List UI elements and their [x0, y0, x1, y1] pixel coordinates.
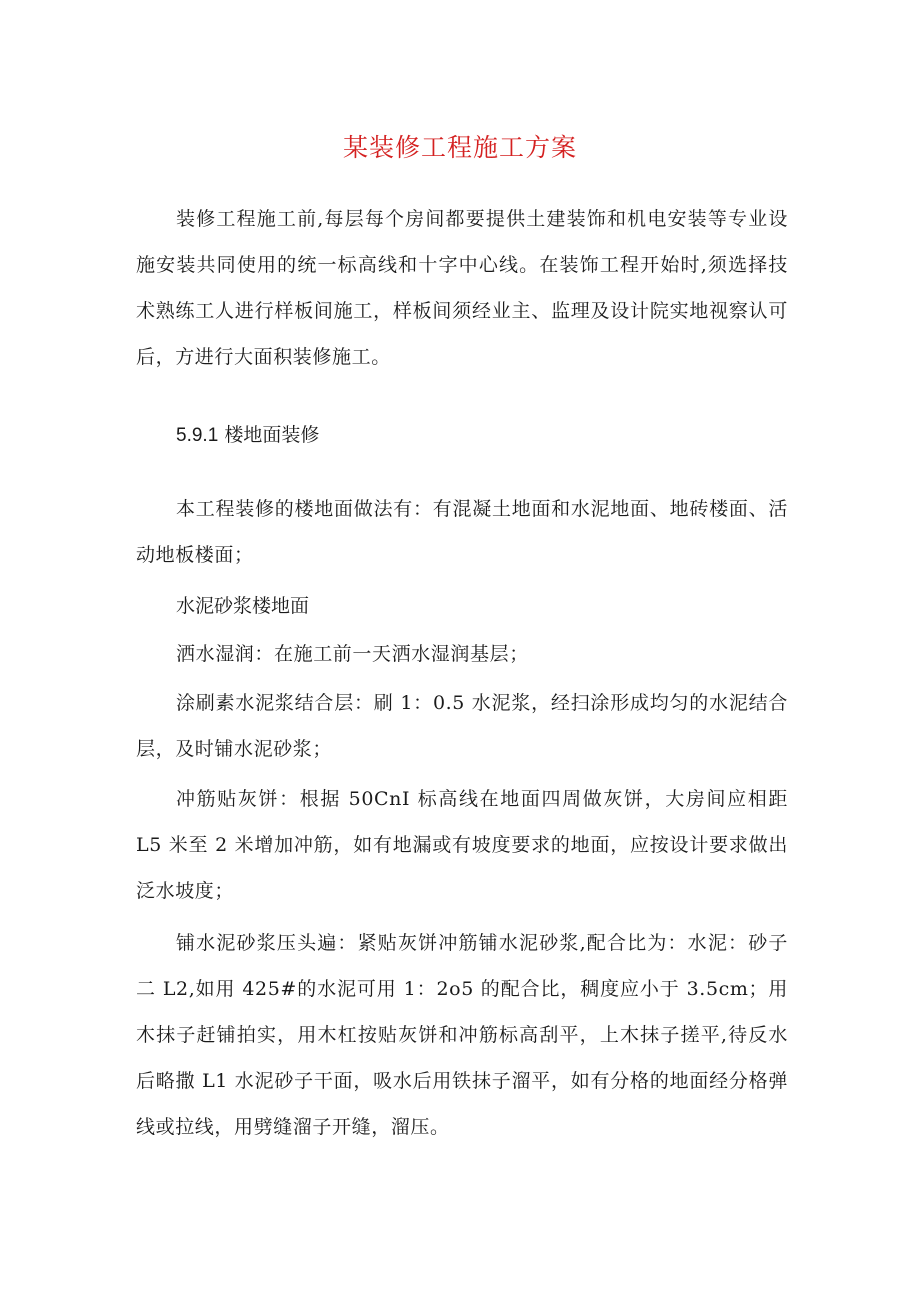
section-number: 5.9.1: [176, 425, 219, 446]
section-heading: [176, 412, 319, 459]
step-paragraph: 涂刷素水泥浆结合层：刷 1：0.5 水泥浆，经扫涂形成均匀的水泥结合层，及时铺水泥砂浆；: [136, 692, 788, 760]
step-paragraph: 洒水湿润：在施工前一天洒水湿润基层；: [176, 643, 529, 665]
intro-paragraph: 装修工程施工前,每层每个房间都要提供土建装饰和机电安装等专业设施安装共同使用的统一标高线和十字中心线。在装饰工程开始时,须选择技术熟练工人进行样板间施工，样板间须经业主、监理及设计院实地视察认可后，方进行大面积装修施工。: [136, 208, 788, 368]
step-paragraph: 冲筋贴灰饼：根据 50CnI 标高线在地面四周做灰饼，大房间应相距 L5 米至 2 米增加冲筋，如有地漏或有坡度要求的地面，应按设计要求做出泛水坡度；: [136, 788, 788, 902]
floor-methods-paragraph: 本工程装修的楼地面做法有：有混凝土地面和水泥地面、地砖楼面、活动地板楼面；: [136, 498, 788, 566]
step-paragraph: 铺水泥砂浆压头遍：紧贴灰饼冲筋铺水泥砂浆,配合比为：水泥：砂子二 L2,如用 425#的水泥可用 1：2o5 的配合比，稠度应小于 3.5cm；用木抹子赶铺拍实，用木杠按贴灰饼和冲筋标高刮平，上木抹子搓平,待反水后略撒 L1 水泥砂子干面，吸水后用铁抹子溜平，如有分格的地面经分格弹线或拉线，用劈缝溜子开缝，溜压。: [136, 932, 788, 1138]
section-title: 楼地面装修: [224, 424, 320, 446]
subsection-title: 水泥砂浆楼地面: [176, 595, 310, 617]
document-title: 某装修工程施工方案: [342, 133, 577, 162]
